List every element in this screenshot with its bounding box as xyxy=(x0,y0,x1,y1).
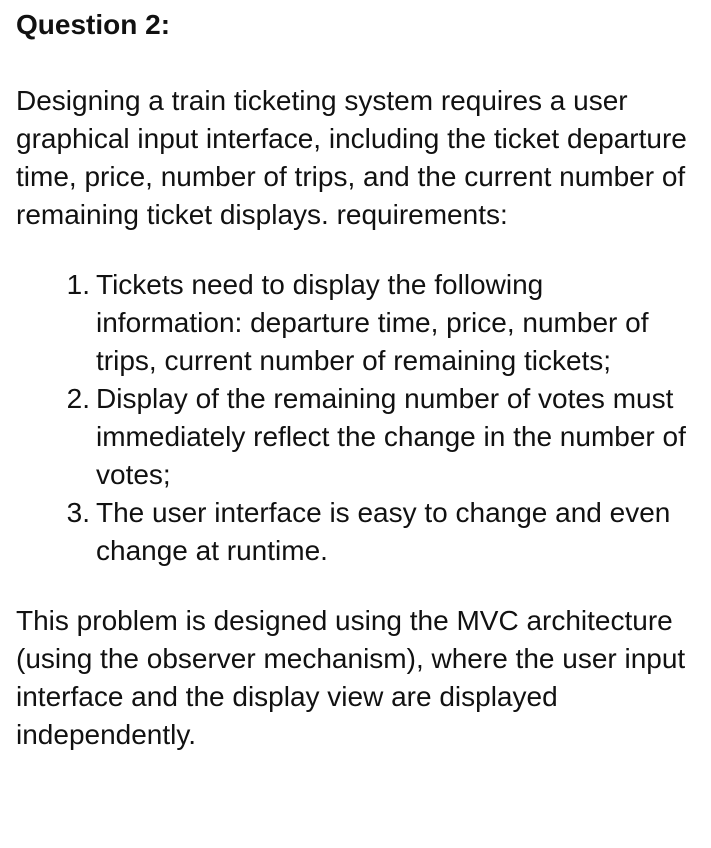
requirement-item xyxy=(16,494,695,570)
requirement-number: 1. xyxy=(66,269,90,300)
question-title: Question 2: xyxy=(16,9,171,40)
intro-paragraph: Designing a train ticketing system requires a user graphical input interface, including the ticket departure time, price, number of trips, and the current number of remaining ticket displays. requirements: xyxy=(16,85,687,230)
requirements-list xyxy=(16,266,695,570)
requirement-number: 3. xyxy=(66,497,90,528)
closing-paragraph: This problem is designed using the MVC architecture (using the observer mechanism), where the user input interface and the display view are displayed independently. xyxy=(16,605,686,750)
requirement-item xyxy=(16,266,695,380)
requirement-item xyxy=(16,380,695,494)
requirement-number: 2. xyxy=(66,383,90,414)
requirement-text: Display of the remaining number of votes must immediately reflect the change in the number of votes; xyxy=(96,383,686,490)
requirement-text: Tickets need to display the following information: departure time, price, number of trips, current number of remaining tickets; xyxy=(96,269,649,376)
requirement-text: The user interface is easy to change and even change at runtime. xyxy=(96,497,671,566)
